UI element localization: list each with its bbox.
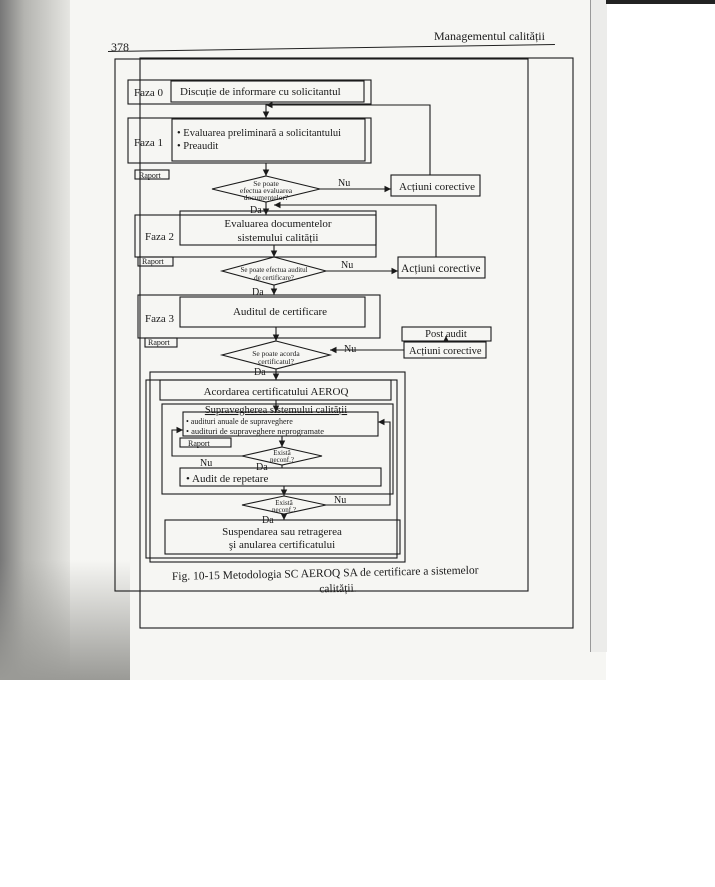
decision3-yes: Da [254,367,266,378]
decision1-line-1: Se poate [253,179,279,188]
running-header: Managementul calității [434,29,545,43]
repeat-audit-text: • Audit de repetare [186,473,269,485]
award-text: Acordarea certificatului AEROQ [203,386,349,398]
phase0-text: Discuție de informare cu solicitantul [180,86,341,98]
decision5-no: Nu [334,495,347,506]
decision2-yes: Da [252,287,264,298]
phase1-report: Raport [139,171,161,180]
corrective3-text: Acțiuni corective [409,346,482,357]
caption-line-2: calității. [319,582,357,596]
phase1-box [128,118,371,163]
final-line-2: şi anularea certificatului [228,539,336,551]
phase1-label: Faza 1 [134,137,164,149]
decision4-no: Nu [200,458,213,469]
page-number: 378 [111,40,129,54]
decision3-line-2: certificatul? [258,357,294,366]
phase2-line-1: Evaluarea documentelor [224,218,332,230]
decision1-yes: Da [250,205,262,216]
phase3-label: Faza 3 [145,313,175,325]
decision1-line-3: documentelor? [243,193,289,202]
phase0-label: Faza 0 [134,87,164,99]
decision1-no: Nu [338,178,351,189]
decision5-line-2: neconf.? [272,506,296,514]
decision1-line-2: efectua evaluarea [239,186,293,195]
decision3-line-1: Se poate acorda [252,349,300,358]
phase2-report: Raport [142,257,164,266]
decision4-line-1: Există [273,449,291,457]
decision5-line-1: Există [275,499,293,507]
phase3-report: Raport [148,338,170,347]
decision5-yes: Da [262,515,274,526]
decision2-line-1: Se poate efectua auditul [240,266,308,274]
phase3-text: Auditul de certificare [232,306,328,318]
phase1-item-1: • Evaluarea preliminară a solicitantului [177,128,342,139]
phase2-line-2: sistemului calității [237,232,319,244]
decision4-line-2: neconf.? [270,456,294,464]
final-line-1: Suspendarea sau retragerea [222,526,342,538]
caption-line-1: Fig. 10-15 Metodologia SC AEROQ SA de certificare a sistemelor [171,564,479,583]
phase1-inner-box [172,119,365,161]
decision2-line-2: de certificare? [254,274,294,282]
corrective2-text: Acțiuni corective [401,263,481,275]
post-audit-text: Post audit [425,329,467,340]
surveillance-item-2: • audituri de supraveghere neprogramate [186,426,324,436]
surveillance-report: Raport [188,439,210,448]
phase2-label: Faza 2 [145,231,175,243]
decision2-no: Nu [341,260,354,271]
phase1-item-2: • Preaudit [177,141,219,152]
surveillance-item-1: • audituri anuale de supraveghere [186,417,293,426]
corrective1-text: Acțiuni corective [399,181,476,193]
decision3-no: Nu [344,344,357,355]
surveillance-title: Supravegherea sistemului calității [204,405,348,416]
decision4-yes: Da [256,462,268,473]
